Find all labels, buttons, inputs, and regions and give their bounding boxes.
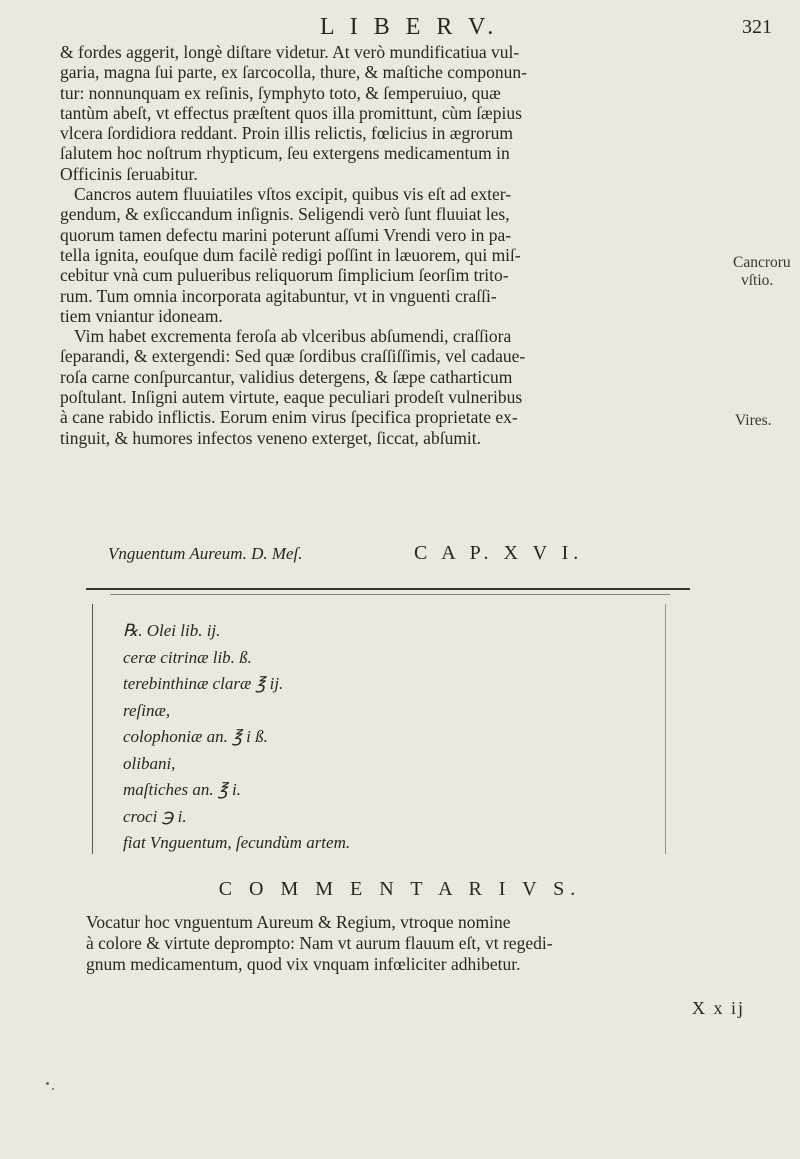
line: tantùm abeſt, vt effectus præſtent quos illa promittunt, cùm ſæpius [60, 102, 522, 123]
recipe-line: ceræ citrinæ lib. ß. [123, 647, 252, 667]
line: tiem vniantur idoneam. [60, 305, 223, 326]
line: quorum tamen defectu marini poterunt aſſumi Vrendi vero in pa- [60, 224, 512, 245]
line: gendum, & exſiccandum inſignis. Seligendi verò ſunt fluuiat les, [60, 204, 510, 225]
line: ſeparandi, & extergendi: Sed quæ ſordibus craſſiſſimis, vel cadaue- [60, 346, 526, 367]
line: garia, magna ſui parte, ex ſarcocolla, thure, & maſtiche componun- [60, 62, 527, 83]
recipe-line: reſinæ, [123, 700, 171, 720]
line: poſtulant. Inſigni autem virtute, eaque peculiari prodeſt vulneribus [60, 387, 523, 408]
recipe-line: colophoniæ an. ℥ i ß. [123, 727, 268, 746]
commentary-text [86, 912, 726, 975]
ink-speck [46, 1082, 49, 1085]
recipe-list [123, 618, 350, 857]
paragraph-2 [60, 184, 726, 326]
chapter-label: C A P. X V I. [414, 542, 584, 564]
paragraph-3 [60, 326, 726, 448]
line: Cancros autem fluuiatiles vſtos excipit, quibus vis eſt ad exter- [74, 184, 512, 205]
line: ſalutem hoc noſtrum rhypticum, ſeu extergens medicamentum in [60, 143, 510, 164]
running-head [0, 14, 800, 42]
body-text [60, 42, 726, 448]
commentary-heading: C O M M E N T A R I V S. [218, 878, 582, 900]
chapter-heading [80, 542, 740, 570]
recipe-box [92, 604, 666, 854]
line: tur: nonnunquam ex reſinis, ſymphyto toto, & ſemperuiuo, quæ [60, 82, 501, 103]
line: roſa carne conſpurcantur, validius detergens, & ſæpe catharticum [60, 366, 513, 387]
paragraph-1 [60, 42, 726, 184]
line: cebitur vnà cum pulueribus reliquorum ſimplicium ſeorſim trito- [60, 265, 509, 286]
line: Officinis ſeruabitur. [60, 163, 198, 184]
recipe-line: ℞. Olei lib. ij. [123, 621, 221, 640]
ink-speck [52, 1088, 54, 1090]
running-head-title: L I B E R V. [320, 14, 499, 40]
rule-divider-thin [110, 594, 670, 595]
line: à cane rabido inflictis. Eorum enim virus ſpecifica proprietate ex- [60, 407, 518, 428]
margin-note-cancrorum: Cancroru [733, 254, 791, 271]
rule-divider [86, 588, 690, 590]
line: Vim habet excrementa feroſa ab vlceribus abſumendi, craſſiora [74, 326, 512, 347]
line: à colore & virtute deprompto: Nam vt aurum flauum eſt, vt regedi- [86, 933, 553, 953]
line: & fordes aggerit, longè diſtare videtur. At verò mundificatiua vul- [60, 42, 520, 62]
recipe-line: olibani, [123, 753, 176, 773]
line: vlcera ſordidiora reddant. Proin illis relictis, fœlicius in ægrorum [60, 123, 513, 144]
commentary-paragraph [86, 912, 726, 975]
chapter-title: Vnguentum Aureum. D. Meſ. [108, 544, 303, 563]
line: gnum medicamentum, quod vix vnquam infœliciter adhibetur. [86, 954, 521, 974]
recipe-line: croci ℈ i. [123, 806, 187, 826]
line: tella ignita, eouſque dum facilè redigi poſſint in læuorem, qui miſ- [60, 244, 521, 265]
recipe-line: fiat Vnguentum, ſecundùm artem. [123, 833, 351, 852]
signature-mark: X x ij [692, 998, 746, 1018]
margin-note-vires: Vires. [735, 412, 772, 429]
margin-note-ustio: vſtio. [741, 272, 774, 289]
line: tinguit, & humores infectos veneno exterget, ſiccat, abſumit. [60, 427, 482, 448]
recipe-line: terebinthinæ claræ ℥ ij. [123, 674, 284, 693]
line: rum. Tum omnia incorporata agitabuntur, vt in vnguenti craſſi- [60, 285, 497, 306]
line: Vocatur hoc vnguentum Aureum & Regium, vtroque nomine [86, 912, 511, 932]
recipe-line: maſtiches an. ℥ i. [123, 780, 241, 799]
page-number: 321 [742, 16, 772, 38]
